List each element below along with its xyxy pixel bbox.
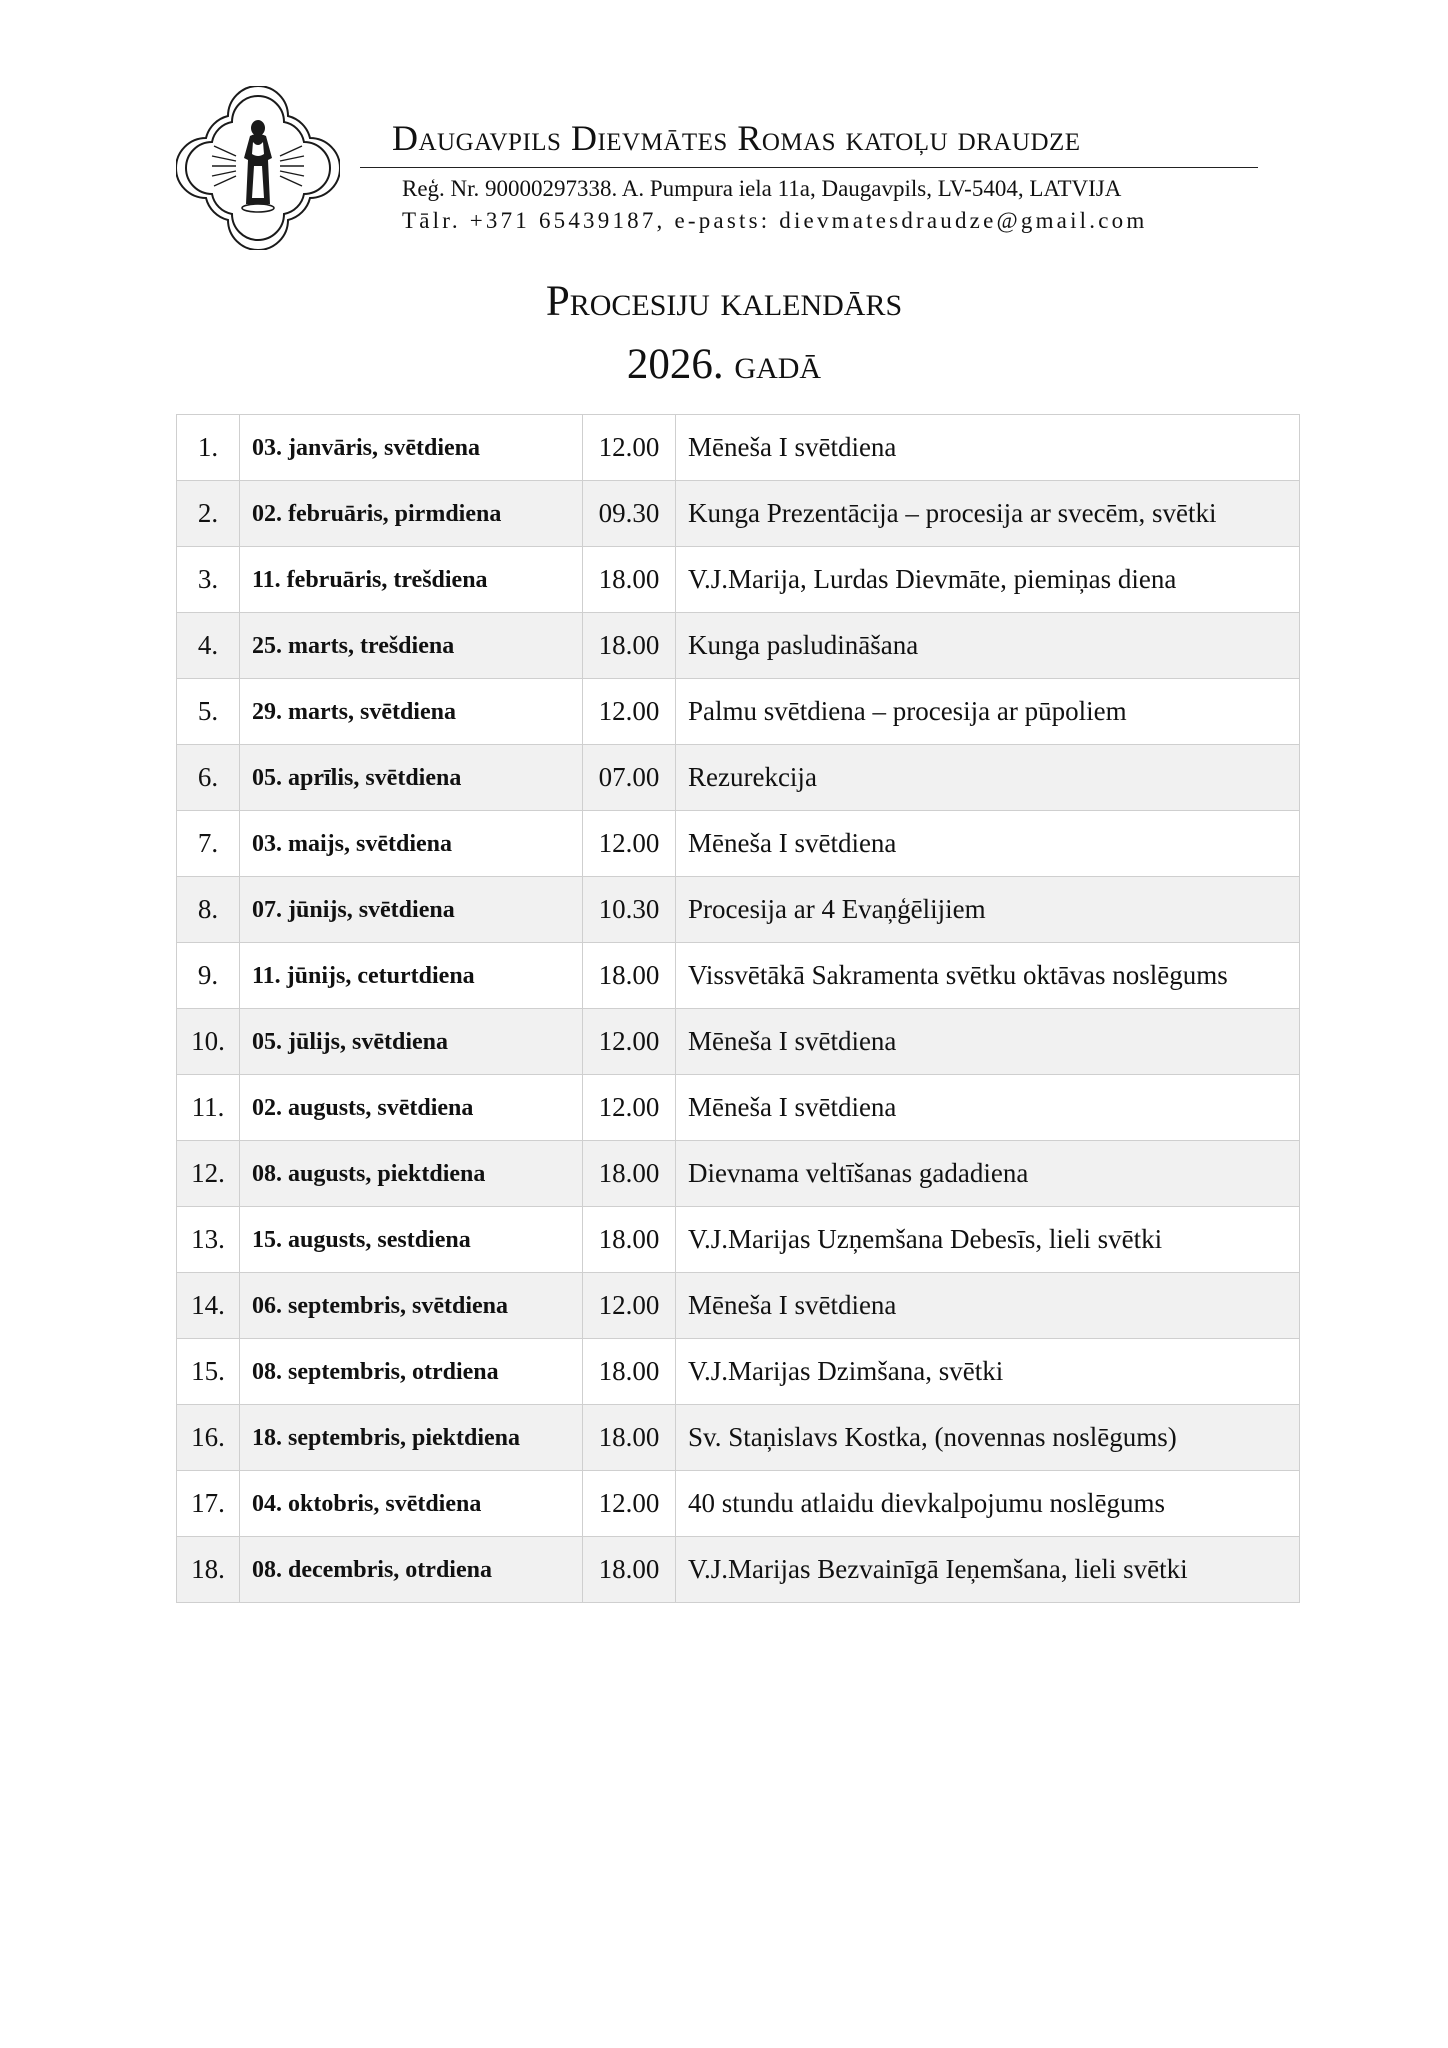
row-event: V.J.Marijas Bezvainīgā Ieņemšana, lieli svētki bbox=[676, 1537, 1300, 1603]
row-event: Mēneša I svētdiena bbox=[676, 1273, 1300, 1339]
row-number: 13. bbox=[177, 1207, 240, 1273]
table-row bbox=[177, 745, 1300, 811]
row-time: 12.00 bbox=[583, 1471, 676, 1537]
row-number: 8. bbox=[177, 877, 240, 943]
table-row bbox=[177, 1471, 1300, 1537]
row-event: Dievnama veltīšanas gadadiena bbox=[676, 1141, 1300, 1207]
row-time: 12.00 bbox=[583, 1075, 676, 1141]
row-date: 08. septembris, otrdiena bbox=[240, 1339, 583, 1405]
row-event: Kunga pasludināšana bbox=[676, 613, 1300, 679]
table-row bbox=[177, 481, 1300, 547]
row-date: 29. marts, svētdiena bbox=[240, 679, 583, 745]
table-row bbox=[177, 1009, 1300, 1075]
row-time: 18.00 bbox=[583, 547, 676, 613]
row-date: 05. jūlijs, svētdiena bbox=[240, 1009, 583, 1075]
table-row bbox=[177, 877, 1300, 943]
row-date: 18. septembris, piektdiena bbox=[240, 1405, 583, 1471]
row-time: 10.30 bbox=[583, 877, 676, 943]
contact-info: Tālr. +371 65439187, e-pasts: dievmatesdraudze@gmail.com bbox=[402, 208, 1148, 233]
row-event: V.J.Marijas Dzimšana, svētki bbox=[676, 1339, 1300, 1405]
parish-logo-emblem bbox=[176, 86, 340, 250]
row-event: Rezurekcija bbox=[676, 745, 1300, 811]
organization-name: Daugavpils Dievmātes Romas katoļu draudze bbox=[392, 118, 1081, 158]
row-event: V.J.Marija, Lurdas Dievmāte, piemiņas diena bbox=[676, 547, 1300, 613]
row-event: Palmu svētdiena – procesija ar pūpoliem bbox=[676, 679, 1300, 745]
row-event: Mēneša I svētdiena bbox=[676, 811, 1300, 877]
table-row bbox=[177, 943, 1300, 1009]
row-date: 08. augusts, piektdiena bbox=[240, 1141, 583, 1207]
table-row bbox=[177, 1339, 1300, 1405]
row-date: 07. jūnijs, svētdiena bbox=[240, 877, 583, 943]
row-event: Sv. Staņislavs Kostka, (novennas noslēgums) bbox=[676, 1405, 1300, 1471]
row-event: V.J.Marijas Uzņemšana Debesīs, lieli svētki bbox=[676, 1207, 1300, 1273]
row-number: 4. bbox=[177, 613, 240, 679]
row-time: 18.00 bbox=[583, 1405, 676, 1471]
table-row bbox=[177, 1207, 1300, 1273]
row-time: 18.00 bbox=[583, 613, 676, 679]
row-date: 15. augusts, sestdiena bbox=[240, 1207, 583, 1273]
table-row bbox=[177, 1075, 1300, 1141]
procession-schedule-table bbox=[176, 414, 1300, 1603]
table-row bbox=[177, 1141, 1300, 1207]
row-date: 25. marts, trešdiena bbox=[240, 613, 583, 679]
table-row bbox=[177, 679, 1300, 745]
row-date: 08. decembris, otrdiena bbox=[240, 1537, 583, 1603]
row-number: 9. bbox=[177, 943, 240, 1009]
row-time: 12.00 bbox=[583, 415, 676, 481]
table-row bbox=[177, 1273, 1300, 1339]
row-time: 18.00 bbox=[583, 943, 676, 1009]
row-time: 07.00 bbox=[583, 745, 676, 811]
row-time: 18.00 bbox=[583, 1537, 676, 1603]
row-event: Mēneša I svētdiena bbox=[676, 1009, 1300, 1075]
registration-address: Reģ. Nr. 90000297338. A. Pumpura iela 11a, Daugavpils, LV-5404, LATVIJA bbox=[402, 176, 1122, 201]
row-event: Procesija ar 4 Evaņģēlijiem bbox=[676, 877, 1300, 943]
row-event: Mēneša I svētdiena bbox=[676, 1075, 1300, 1141]
row-number: 16. bbox=[177, 1405, 240, 1471]
document-title: Procesiju kalendārs bbox=[545, 278, 903, 325]
row-date: 11. februāris, trešdiena bbox=[240, 547, 583, 613]
row-time: 18.00 bbox=[583, 1141, 676, 1207]
row-number: 15. bbox=[177, 1339, 240, 1405]
row-time: 12.00 bbox=[583, 1273, 676, 1339]
row-date: 03. janvāris, svētdiena bbox=[240, 415, 583, 481]
row-event: Mēneša I svētdiena bbox=[676, 415, 1300, 481]
row-event: 40 stundu atlaidu dievkalpojumu noslēgums bbox=[676, 1471, 1300, 1537]
row-number: 12. bbox=[177, 1141, 240, 1207]
row-number: 18. bbox=[177, 1537, 240, 1603]
row-time: 18.00 bbox=[583, 1207, 676, 1273]
row-number: 2. bbox=[177, 481, 240, 547]
row-number: 10. bbox=[177, 1009, 240, 1075]
table-row bbox=[177, 547, 1300, 613]
row-date: 11. jūnijs, ceturtdiena bbox=[240, 943, 583, 1009]
table-row bbox=[177, 1537, 1300, 1603]
row-time: 12.00 bbox=[583, 811, 676, 877]
row-number: 1. bbox=[177, 415, 240, 481]
row-number: 6. bbox=[177, 745, 240, 811]
row-number: 11. bbox=[177, 1075, 240, 1141]
row-date: 03. maijs, svētdiena bbox=[240, 811, 583, 877]
row-event: Vissvētākā Sakramenta svētku oktāvas noslēgums bbox=[676, 943, 1300, 1009]
row-event: Kunga Prezentācija – procesija ar svecēm, svētki bbox=[676, 481, 1300, 547]
row-time: 18.00 bbox=[583, 1339, 676, 1405]
row-number: 5. bbox=[177, 679, 240, 745]
row-date: 05. aprīlis, svētdiena bbox=[240, 745, 583, 811]
row-date: 04. oktobris, svētdiena bbox=[240, 1471, 583, 1537]
table-row bbox=[177, 811, 1300, 877]
table-row bbox=[177, 415, 1300, 481]
row-time: 12.00 bbox=[583, 679, 676, 745]
row-time: 12.00 bbox=[583, 1009, 676, 1075]
row-number: 17. bbox=[177, 1471, 240, 1537]
document-year: 2026. gadā bbox=[626, 341, 822, 388]
row-date: 02. februāris, pirmdiena bbox=[240, 481, 583, 547]
table-row bbox=[177, 1405, 1300, 1471]
row-number: 14. bbox=[177, 1273, 240, 1339]
row-date: 02. augusts, svētdiena bbox=[240, 1075, 583, 1141]
header-divider bbox=[360, 167, 1258, 168]
row-date: 06. septembris, svētdiena bbox=[240, 1273, 583, 1339]
row-number: 7. bbox=[177, 811, 240, 877]
row-time: 09.30 bbox=[583, 481, 676, 547]
table-row bbox=[177, 613, 1300, 679]
row-number: 3. bbox=[177, 547, 240, 613]
